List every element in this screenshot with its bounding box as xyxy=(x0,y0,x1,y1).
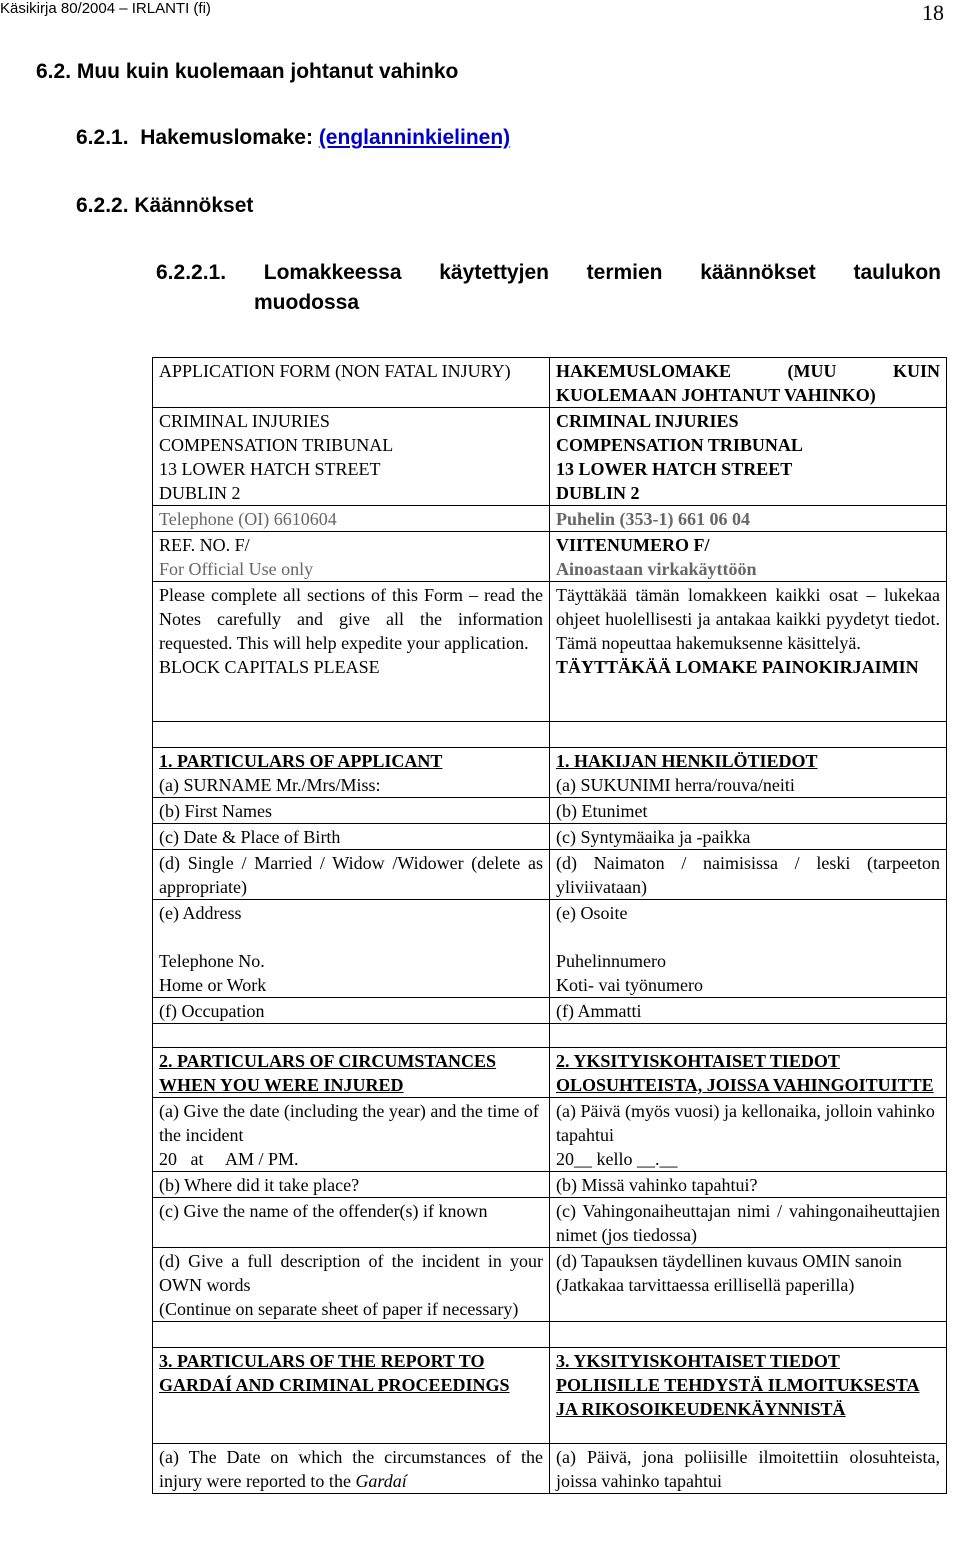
birth-label: (c) Syntymäaika ja -paikka xyxy=(550,824,947,850)
instructions-fi xyxy=(550,582,947,722)
section-3-title-en: 3. PARTICULARS OF THE REPORT TO GARDAÍ AND CRIMINAL PROCEEDINGS xyxy=(153,1348,550,1444)
table-row xyxy=(153,1172,947,1198)
offender-name-label: (c) Give the name of the offender(s) if known xyxy=(153,1198,550,1248)
incident-place-label: (b) Missä vahinko tapahtui? xyxy=(550,1172,947,1198)
section-1-title: 1. PARTICULARS OF APPLICANT xyxy=(159,751,443,771)
report-date-en xyxy=(153,1444,550,1494)
empty-cell xyxy=(153,1024,550,1048)
heading-6-2-1-number: 6.2.1. xyxy=(76,126,129,149)
empty-cell xyxy=(550,1322,947,1348)
address-line: DUBLIN 2 xyxy=(556,483,640,503)
empty-cell xyxy=(550,722,947,748)
translation-table xyxy=(152,357,947,1494)
empty-cell xyxy=(153,722,550,748)
first-names-label: (b) Etunimet xyxy=(550,798,947,824)
table-row xyxy=(153,1322,947,1348)
surname-label: (a) SUKUNIMI herra/rouva/neiti xyxy=(556,775,795,795)
form-title-en: APPLICATION FORM (NON FATAL INJURY) xyxy=(153,358,550,408)
incident-date-label: (a) Päivä (myös vuosi) ja kellonaika, jolloin vahinko tapahtui xyxy=(556,1101,935,1145)
instructions-text: Please complete all sections of this Form – read the Notes carefully and give all the information requested. This will help expedite your application. xyxy=(159,585,543,653)
address-line: CRIMINAL INJURIES xyxy=(556,411,739,431)
address-line: DUBLIN 2 xyxy=(159,483,241,503)
table-row xyxy=(153,358,947,408)
marital-status-label: (d) Single / Married / Widow /Widower (delete as appropriate) xyxy=(153,850,550,900)
table-row xyxy=(153,998,947,1024)
english-form-link[interactable]: (englanninkielinen) xyxy=(318,126,511,149)
section-2-title-en: 2. PARTICULARS OF CIRCUMSTANCES WHEN YOU WERE INJURED xyxy=(153,1048,550,1098)
telephone-en: Telephone (OI) 6610604 xyxy=(153,506,550,532)
heading-word: käytettyjen xyxy=(439,261,549,284)
continue-note: (Jatkakaa tarvittaessa erillisellä paperilla) xyxy=(556,1275,855,1295)
heading-word: Lomakkeessa xyxy=(263,261,402,284)
table-row xyxy=(153,506,947,532)
table-row xyxy=(153,532,947,582)
heading-6-2-2-1-line2: muodossa xyxy=(254,291,360,314)
address-line: 13 LOWER HATCH STREET xyxy=(159,459,381,479)
address-line: COMPENSATION TRIBUNAL xyxy=(159,435,394,455)
page-number: 18 xyxy=(922,0,944,25)
tribunal-address-en xyxy=(153,408,550,506)
section-1-title: 1. HAKIJAN HENKILÖTIEDOT xyxy=(556,751,818,771)
occupation-label: (f) Occupation xyxy=(153,998,550,1024)
form-title-fi: HAKEMUSLOMAKE (MUU KUIN KUOLEMAAN JOHTANUT VAHINKO) xyxy=(550,358,947,408)
table-row xyxy=(153,1348,947,1444)
home-or-work-label: Koti- vai työnumero xyxy=(556,975,703,995)
address-field-en xyxy=(153,900,550,998)
incident-description-fi xyxy=(550,1248,947,1322)
table-row xyxy=(153,748,947,798)
empty-cell xyxy=(153,1322,550,1348)
heading-word: käännökset xyxy=(700,261,816,284)
home-or-work-label: Home or Work xyxy=(159,975,267,995)
official-use-label: For Official Use only xyxy=(159,559,314,579)
table-row xyxy=(153,1024,947,1048)
incident-date-label: (a) Give the date (including the year) and the time of the incident xyxy=(159,1101,539,1145)
table-row xyxy=(153,850,947,900)
address-label: (e) Osoite xyxy=(556,903,628,923)
marital-status-label: (d) Naimaton / naimisissa / leski (tarpeeton yliviivataan) xyxy=(550,850,947,900)
heading-6-2: 6.2. Muu kuin kuolemaan johtanut vahinko xyxy=(36,60,459,83)
heading-6-2-2-1-line1 xyxy=(156,258,941,288)
reference-number-label: VIITENUMERO F/ xyxy=(556,535,710,555)
section-1-en xyxy=(153,748,550,798)
section-3-title-fi: 3. YKSITYISKOHTAISET TIEDOT POLIISILLE TEHDYSTÄ ILMOITUKSESTA JA RIKOSOIKEUDENKÄYNNISTÄ xyxy=(550,1348,947,1444)
gardai-term: Gardaí xyxy=(355,1471,407,1491)
instructions-text: Täyttäkää tämän lomakkeen kaikki osat – lukekaa ohjeet huolellisesti ja antakaa kaikki pyydetyt tiedot. Tämä nopeuttaa hakemuksenne käsittelyä. xyxy=(556,585,940,653)
empty-cell xyxy=(550,1024,947,1048)
address-label: (e) Address xyxy=(159,903,242,923)
heading-6-2-1 xyxy=(76,126,510,150)
instructions-en xyxy=(153,582,550,722)
incident-date-fi xyxy=(550,1098,947,1172)
heading-6-2-2-1-number: 6.2.2.1. xyxy=(156,261,227,284)
reference-en xyxy=(153,532,550,582)
reference-number-label: REF. NO. F/ xyxy=(159,535,250,555)
heading-6-2-2-1 xyxy=(156,258,941,318)
table-row xyxy=(153,1444,947,1494)
report-date-fi: (a) Päivä, jona poliisille ilmoitettiin olosuhteista, joissa vahinko tapahtui xyxy=(550,1444,947,1494)
incident-place-label: (b) Where did it take place? xyxy=(153,1172,550,1198)
incident-date-format: 20__ kello __.__ xyxy=(556,1149,678,1169)
table-row xyxy=(153,1098,947,1172)
report-date-label: (a) The Date on which the circumstances of the injury were reported to the xyxy=(159,1447,543,1491)
telephone-label: Puhelinnumero xyxy=(556,951,666,971)
first-names-label: (b) First Names xyxy=(153,798,550,824)
continue-note: (Continue on separate sheet of paper if necessary) xyxy=(159,1299,519,1319)
telephone-fi: Puhelin (353-1) 661 06 04 xyxy=(550,506,947,532)
incident-description-label: (d) Tapauksen täydellinen kuvaus OMIN sanoin xyxy=(556,1251,902,1271)
surname-label: (a) SURNAME Mr./Mrs/Miss: xyxy=(159,775,381,795)
address-line: CRIMINAL INJURIES xyxy=(159,411,330,431)
official-use-label: Ainoastaan virkakäyttöön xyxy=(556,559,757,579)
table-row xyxy=(153,722,947,748)
birth-label: (c) Date & Place of Birth xyxy=(153,824,550,850)
document-reference: Käsikirja 80/2004 – IRLANTI (fi) xyxy=(0,0,211,17)
incident-description-en xyxy=(153,1248,550,1322)
address-line: 13 LOWER HATCH STREET xyxy=(556,459,793,479)
incident-date-format: 20 at AM / PM. xyxy=(159,1149,299,1169)
tribunal-address-fi xyxy=(550,408,947,506)
table-row xyxy=(153,1198,947,1248)
incident-date-en xyxy=(153,1098,550,1172)
section-2-title-fi: 2. YKSITYISKOHTAISET TIEDOT OLOSUHTEISTA, JOISSA VAHINGOITUITTE xyxy=(550,1048,947,1098)
reference-fi xyxy=(550,532,947,582)
table-row xyxy=(153,1048,947,1098)
heading-6-2-2: 6.2.2. Käännökset xyxy=(76,194,254,217)
address-field-fi xyxy=(550,900,947,998)
table-row xyxy=(153,408,947,506)
table-row xyxy=(153,1248,947,1322)
heading-6-2-1-text: Hakemuslomake: xyxy=(140,126,313,149)
heading-word: termien xyxy=(586,261,663,284)
table-row xyxy=(153,582,947,722)
table-row xyxy=(153,900,947,998)
heading-word: taulukon xyxy=(853,261,941,284)
table-row xyxy=(153,798,947,824)
telephone-label: Telephone No. xyxy=(159,951,265,971)
block-capitals-note: TÄYTTÄKÄÄ LOMAKE PAINOKIRJAIMIN xyxy=(556,657,919,677)
block-capitals-note: BLOCK CAPITALS PLEASE xyxy=(159,657,380,677)
address-line: COMPENSATION TRIBUNAL xyxy=(556,435,803,455)
occupation-label: (f) Ammatti xyxy=(550,998,947,1024)
offender-name-label: (c) Vahingonaiheuttajan nimi / vahingonaiheuttajien nimet (jos tiedossa) xyxy=(550,1198,947,1248)
table-row xyxy=(153,824,947,850)
section-1-fi xyxy=(550,748,947,798)
incident-description-label: (d) Give a full description of the incident in your OWN words xyxy=(159,1251,543,1295)
